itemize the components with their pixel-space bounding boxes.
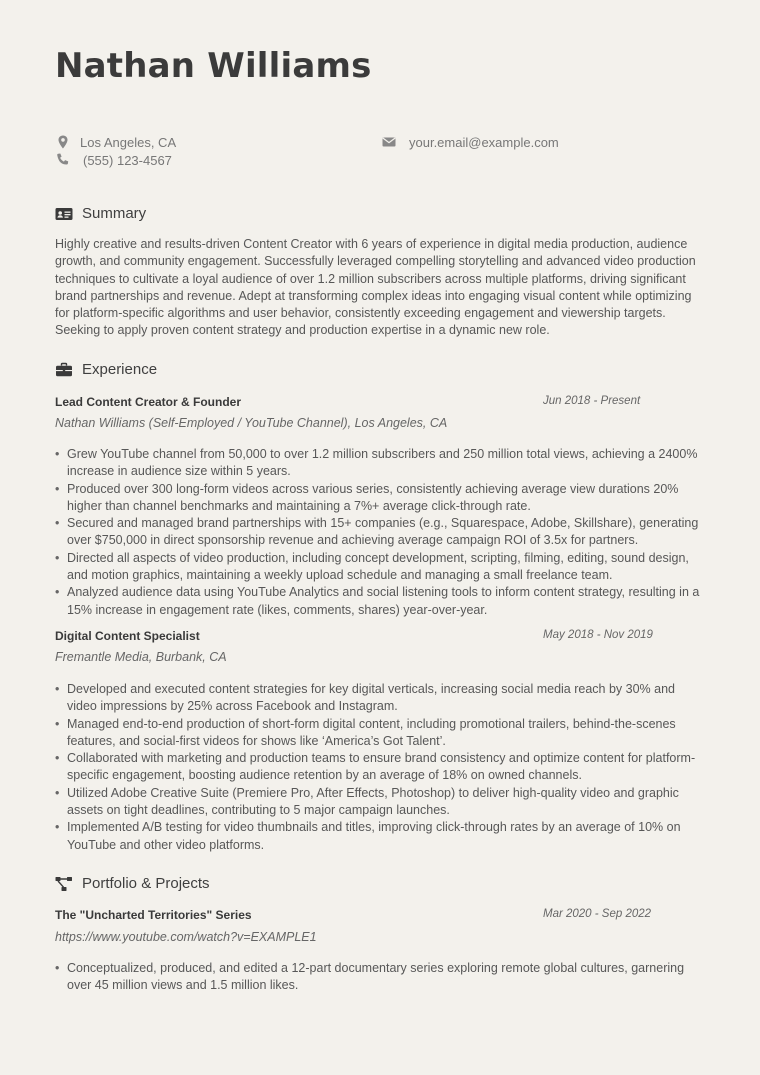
portfolio-heading-label: Portfolio & Projects xyxy=(82,875,210,892)
job-bullets xyxy=(55,446,705,619)
project-date: Mar 2020 - Sep 2022 xyxy=(543,908,652,920)
list-item: • Developed and executed content strategies for key digital verticals, increasing social media reach by 30% and video impressions by 25% across Facebook and Instagram. xyxy=(55,681,705,716)
experience-heading xyxy=(55,361,157,378)
contact-phone xyxy=(55,152,172,168)
list-item: • Produced over 300 long-form videos across various series, consistently achieving average view durations 20% higher than channel benchmarks and maintaining a 7%+ average click-through rate. xyxy=(55,481,705,516)
list-item: • Grew YouTube channel from 50,000 to over 1.2 million subscribers and 250 million total views, achieving a 2400% increase in audience size within 5 years. xyxy=(55,446,705,481)
list-item: • Conceptualized, produced, and edited a 12-part documentary series exploring remote global cultures, garnering over 45 million views and 1.5 million likes. xyxy=(55,960,705,995)
list-item: • Collaborated with marketing and production teams to ensure brand consistency and optimize content for platform-specific engagement, boosting audience retention by an average of 18% on owned channels. xyxy=(55,750,705,785)
contact-email[interactable] xyxy=(381,134,559,150)
job-date: May 2018 - Nov 2019 xyxy=(543,629,653,641)
list-item: • Implemented A/B testing for video thumbnails and titles, improving click-through rates by an average of 10% on YouTube and other video platforms. xyxy=(55,819,705,854)
job-organization: Nathan Williams (Self-Employed / YouTube Channel), Los Angeles, CA xyxy=(55,416,448,430)
project-title: The "Uncharted Territories" Series xyxy=(55,908,252,922)
list-item: • Directed all aspects of video production, including concept development, scripting, filming, editing, sound design, and motion graphics, maintaining a weekly upload schedule and managing a small freelance team. xyxy=(55,550,705,585)
candidate-name: Nathan Williams xyxy=(55,46,372,86)
location-text: Los Angeles, CA xyxy=(80,134,177,150)
id-card-icon xyxy=(55,206,73,222)
email-text[interactable]: your.email@example.com xyxy=(409,134,559,150)
job-date: Jun 2018 - Present xyxy=(543,395,641,407)
summary-text: Highly creative and results-driven Content Creator with 6 years of experience in digital media production, audience growth, and community engagement. Successfully leveraged compelling storytelling and advanced video production techniques to cultivate a loyal audience of over 1.2 million subscribers across multiple platforms, driving significant brand partnerships and revenue. Adept at transforming complex ideas into engaging visual content while optimizing for platform-specific algorithms and user behavior, consistently exceeding engagement and viewership targets. Seeking to apply proven content strategy and production expertise in a dynamic new role. xyxy=(55,237,696,338)
list-item: • Analyzed audience data using YouTube Analytics and social listening tools to inform content strategy, resulting in a 15% increase in engagement rate (likes, comments, shares) year-over-year. xyxy=(55,584,705,619)
phone-icon xyxy=(55,152,71,168)
summary-heading xyxy=(55,205,146,222)
phone-text: (555) 123-4567 xyxy=(83,152,172,168)
job-title: Lead Content Creator & Founder xyxy=(55,395,242,409)
map-pin-icon xyxy=(55,134,71,150)
job-bullets xyxy=(55,681,705,854)
briefcase-icon xyxy=(55,362,73,378)
job-organization: Fremantle Media, Burbank, CA xyxy=(55,650,227,664)
list-item: • Utilized Adobe Creative Suite (Premiere Pro, After Effects, Photoshop) to deliver high-quality video and graphic assets on tight deadlines, contributing to 5 major campaign launches. xyxy=(55,785,705,820)
job-title: Digital Content Specialist xyxy=(55,629,200,643)
experience-heading-label: Experience xyxy=(82,361,158,378)
project-url[interactable]: https://www.youtube.com/watch?v=EXAMPLE1 xyxy=(55,930,317,944)
project-bullets xyxy=(55,960,705,995)
contact-location xyxy=(55,134,176,150)
list-item: • Secured and managed brand partnerships with 15+ companies (e.g., Squarespace, Adobe, Skillshare), generating over $750,000 in direct sponsorship revenue and achieving average campaign ROI of 3.5x for partners. xyxy=(55,515,705,550)
envelope-icon xyxy=(381,134,397,150)
summary-heading-label: Summary xyxy=(82,205,147,222)
list-item: • Managed end-to-end production of short-form digital content, including promotional trailers, behind-the-scenes features, and social-first videos for shows like ‘America’s Got Talent’. xyxy=(55,716,705,751)
project-diagram-icon xyxy=(55,876,73,892)
portfolio-heading xyxy=(55,875,210,892)
